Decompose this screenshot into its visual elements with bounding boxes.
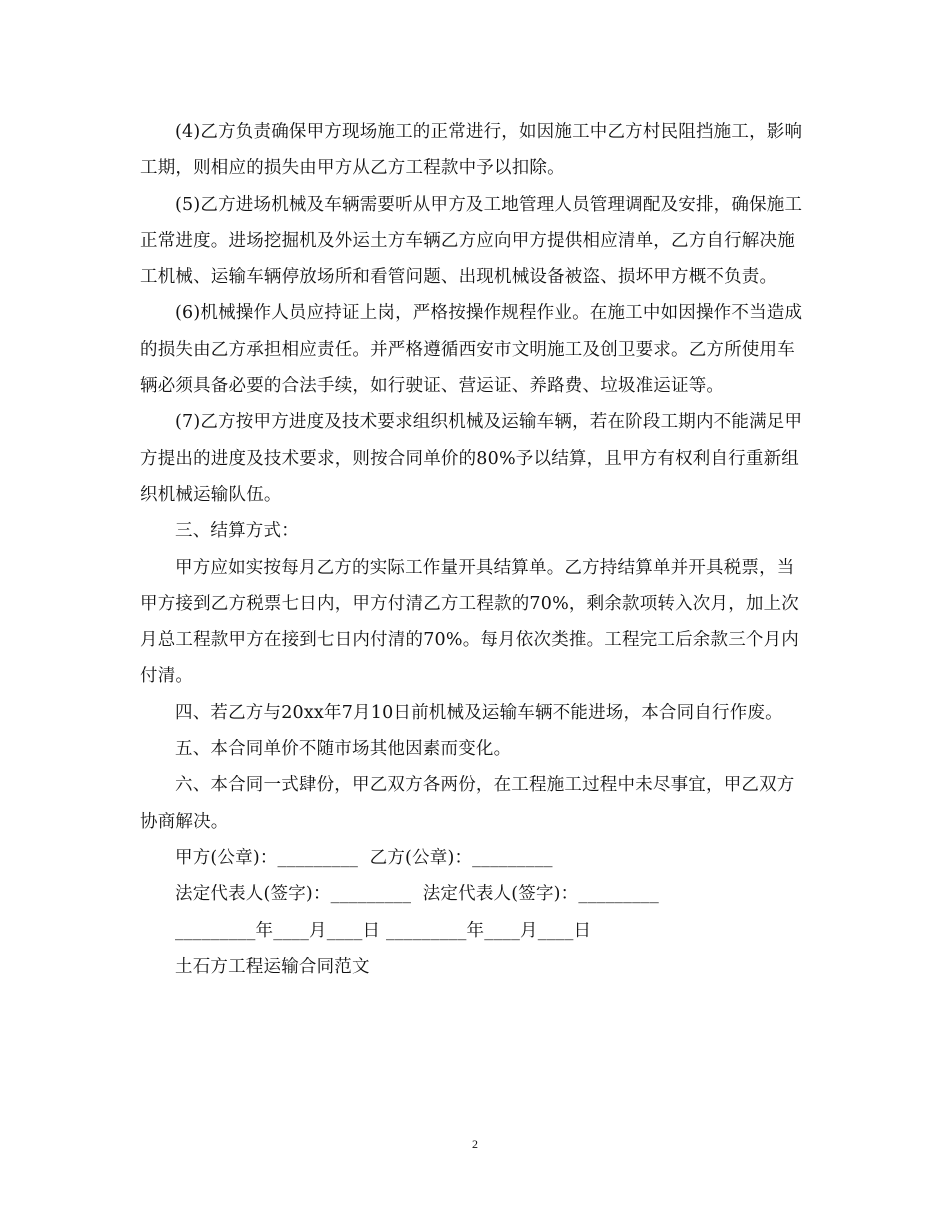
clause-7-paragraph: (7)乙方按甲方进度及技术要求组织机械及运输车辆，若在阶段工期内不能满足甲方提出的进度及技术要求，则按合同单价的80%予以结算，且甲方有权利自行重新组织机械运输队伍。 — [140, 412, 803, 505]
clause-6-paragraph: (6)机械操作人员应持证上岗，严格按操作规程作业。在施工中如因操作不当造成的损失由乙方承担相应责任。并严格遵循西安市文明施工及创卫要求。乙方所使用车辆必须具备必要的合法手续，如行驶证、营运证、养路费、垃圾准运证等。 — [140, 303, 803, 397]
page-number: 2 — [472, 1137, 478, 1151]
settlement-paragraph: 甲方应如实按每月乙方的实际工作量开具结算单。乙方持结算单并开具税票，当甲方接到乙方税票七日内，甲方付清乙方工程款的70%，剩余款项转入次月，加上次月总工程款甲方在接到七日内付清的70%。每月依次类推。工程完工后余款三个月内付清。 — [140, 557, 799, 687]
next-document-title: 土石方工程运输合同范文 — [175, 956, 370, 977]
section-four-paragraph: 四、若乙方与20xx年7月10日前机械及运输车辆不能进场，本合同自行作废。 — [175, 702, 783, 723]
document-body — [140, 114, 810, 985]
date-line: _________年____月____日 _________年____月____日 — [175, 920, 592, 941]
clause-4-paragraph: (4)乙方负责确保甲方现场施工的正常进行，如因施工中乙方村民阻挡施工，影响工期，则相应的损失由甲方从乙方工程款中予以扣除。 — [140, 122, 803, 179]
legal-representative-line: 法定代表人(签字)：_________ 法定代表人(签字)：_________ — [175, 884, 659, 905]
section-five-paragraph: 五、本合同单价不随市场其他因素而变化。 — [175, 739, 512, 760]
clause-5-paragraph: (5)乙方进场机械及车辆需要听从甲方及工地管理人员管理调配及安排，确保施工正常进度。进场挖掘机及外运土方车辆乙方应向甲方提供相应清单，乙方自行解决施工机械、运输车辆停放场所和看管问题、出现机械设备被盗、损坏甲方概不负责。 — [140, 194, 803, 288]
settlement-heading: 三、结算方式： — [175, 521, 299, 542]
party-seal-line: 甲方(公章)：_________ 乙方(公章)：_________ — [175, 847, 553, 868]
section-six-paragraph: 六、本合同一式肆份，甲乙双方各两份，在工程施工过程中未尽事宜，甲乙双方协商解决。 — [140, 775, 795, 832]
